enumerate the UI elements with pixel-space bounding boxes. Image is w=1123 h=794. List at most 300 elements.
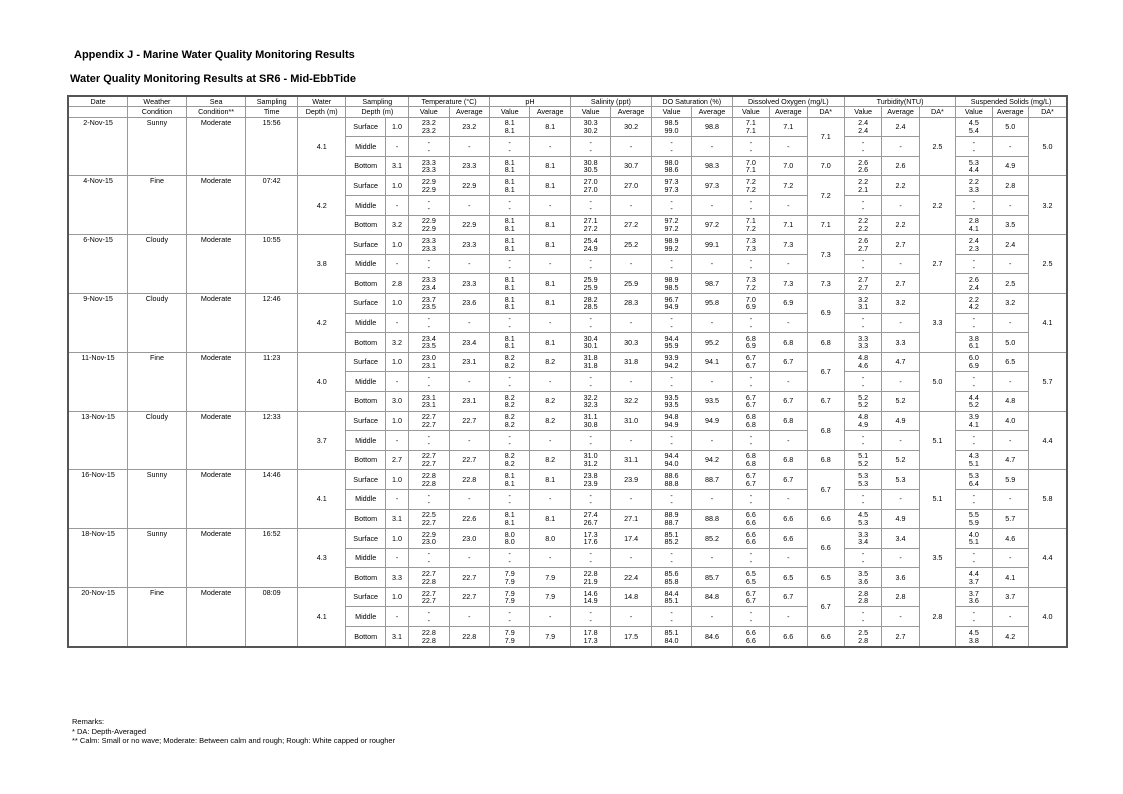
weather-cell: Sunny [128, 529, 187, 588]
value-reading: - [508, 137, 511, 147]
value-reading: - [427, 490, 431, 500]
sampling-depth-cell: - [385, 137, 408, 157]
sampling-time-cell: 08:09 [246, 587, 298, 647]
value-pair-cell [490, 489, 530, 509]
value-reading: 5.3 [858, 517, 869, 527]
salinity-average: 32.2 [611, 391, 651, 411]
value-pair-cell [844, 489, 881, 509]
value-pair-cell [732, 352, 769, 372]
salinity-average: 25.9 [611, 274, 651, 294]
salinity-average: - [611, 196, 651, 216]
turbidity-average: 2.7 [882, 627, 919, 647]
value-reading: 4.1 [968, 223, 979, 233]
turbidity-average: - [882, 313, 919, 333]
value-reading: - [749, 263, 753, 273]
value-reading: 32.3 [583, 400, 598, 410]
weather-cell: Fine [128, 352, 187, 411]
temperature-average: 22.9 [449, 176, 489, 196]
dissolved-oxygen-da: 6.8 [807, 411, 844, 450]
value-reading: 2.8 [858, 635, 869, 645]
value-reading: 22.9 [421, 223, 436, 233]
sampling-depth-cell: 1.0 [385, 117, 408, 137]
sampling-depth-cell: 3.0 [385, 391, 408, 411]
value-reading: - [861, 490, 865, 500]
value-reading: 98.5 [664, 282, 679, 292]
value-pair-cell [570, 156, 610, 176]
value-reading: 88.9 [664, 510, 679, 520]
value-reading: - [972, 431, 976, 441]
value-reading: - [589, 498, 592, 508]
do-saturation-average: - [692, 372, 732, 392]
value-pair-cell [956, 568, 992, 588]
temperature-average: 22.7 [449, 411, 489, 431]
value-reading: - [749, 145, 753, 155]
turbidity-average: - [882, 489, 919, 509]
value-pair-cell [409, 176, 449, 196]
value-reading: - [589, 549, 592, 559]
suspended-solids-da: 2.5 [1028, 235, 1067, 294]
value-reading: 6.1 [968, 341, 979, 351]
value-reading: - [861, 498, 865, 508]
salinity-average: - [611, 607, 651, 627]
turbidity-da: 3.5 [919, 529, 955, 588]
value-reading: - [508, 615, 511, 625]
value-reading: 4.6 [858, 361, 869, 371]
do-saturation-average: - [692, 196, 732, 216]
value-pair-cell [732, 627, 769, 647]
value-reading: 5.4 [968, 125, 979, 135]
header-sampling-depth: Sampling [346, 96, 409, 107]
value-pair-cell [956, 627, 992, 647]
sampling-level-cell: Bottom [346, 450, 385, 470]
suspended-solids-average: 6.5 [992, 352, 1028, 372]
value-reading: - [972, 608, 976, 618]
value-reading: - [749, 204, 753, 214]
value-reading: - [427, 549, 431, 559]
sea-condition-cell: Moderate [186, 529, 246, 588]
value-reading: - [861, 439, 865, 449]
value-pair-cell [956, 293, 992, 313]
value-reading: 2.7 [858, 282, 869, 292]
value-reading: 2.2 [858, 216, 869, 226]
value-reading: 17.3 [583, 635, 598, 645]
value-reading: 94.9 [664, 302, 679, 312]
value-reading: - [972, 615, 976, 625]
value-pair-cell [651, 137, 691, 157]
header-value: Value [732, 107, 769, 117]
value-pair-cell [732, 489, 769, 509]
value-pair-cell [570, 235, 610, 255]
value-reading: - [972, 263, 976, 273]
sampling-level-cell: Middle [346, 313, 385, 333]
value-pair-cell [651, 352, 691, 372]
value-pair-cell [651, 529, 691, 549]
do-saturation-average: - [692, 254, 732, 274]
sampling-level-cell: Middle [346, 607, 385, 627]
value-reading: 23.2 [421, 118, 436, 128]
date-cell: 20-Nov-15 [68, 587, 128, 647]
do-saturation-average: 98.3 [692, 156, 732, 176]
value-pair-cell [956, 176, 992, 196]
dissolved-oxygen-bottom-da: 7.1 [807, 215, 844, 235]
salinity-average: 30.3 [611, 333, 651, 353]
sampling-time-cell: 12:33 [246, 411, 298, 470]
ph-average: 7.9 [530, 587, 570, 607]
sampling-level-cell: Middle [346, 254, 385, 274]
value-reading: - [749, 490, 753, 500]
sampling-level-cell: Bottom [346, 156, 385, 176]
do-saturation-average: 97.2 [692, 215, 732, 235]
dissolved-oxygen-average: 7.3 [770, 235, 807, 255]
sea-condition-cell: Moderate [186, 587, 246, 647]
value-pair-cell [844, 215, 881, 235]
do-saturation-average: 98.7 [692, 274, 732, 294]
value-reading: - [861, 321, 865, 331]
value-pair-cell [570, 548, 610, 568]
header-row-1 [68, 96, 1067, 107]
value-reading: - [427, 196, 431, 206]
turbidity-average: 4.7 [882, 352, 919, 372]
value-pair-cell [844, 313, 881, 333]
ph-average: 7.9 [530, 627, 570, 647]
water-depth-cell: 4.1 [297, 587, 346, 647]
value-reading: - [427, 380, 431, 390]
ph-average: - [530, 548, 570, 568]
value-reading: 7.9 [504, 576, 515, 586]
value-pair-cell [651, 391, 691, 411]
dissolved-oxygen-da: 6.9 [807, 293, 844, 332]
header-dissolved-oxygen: Dissolved Oxygen (mg/L) [732, 96, 844, 107]
value-reading: 22.8 [421, 627, 436, 637]
dissolved-oxygen-average: 6.7 [770, 470, 807, 490]
value-pair-cell [409, 313, 449, 333]
value-reading: 3.6 [968, 596, 979, 606]
value-reading: 98.5 [664, 118, 679, 128]
sampling-depth-cell: 1.0 [385, 235, 408, 255]
sampling-depth-cell: 3.2 [385, 215, 408, 235]
header-value: Value [490, 107, 530, 117]
value-pair-cell [570, 254, 610, 274]
value-reading: 22.8 [421, 471, 436, 481]
value-pair-cell [409, 587, 449, 607]
value-reading: 5.2 [858, 459, 869, 469]
value-reading: 4.5 [968, 118, 979, 128]
value-pair-cell [570, 391, 610, 411]
temperature-average: - [449, 431, 489, 451]
value-reading: 8.2 [504, 353, 515, 363]
value-reading: 4.9 [858, 419, 869, 429]
value-reading: 8.0 [504, 529, 515, 539]
value-reading: - [670, 145, 673, 155]
sampling-level-cell: Surface [346, 529, 385, 549]
turbidity-da: 3.3 [919, 293, 955, 352]
header-value: Value [409, 107, 449, 117]
value-pair-cell [844, 254, 881, 274]
salinity-average: 23.9 [611, 470, 651, 490]
value-pair-cell [651, 333, 691, 353]
ph-average: - [530, 313, 570, 333]
ph-average: 7.9 [530, 568, 570, 588]
value-reading: - [972, 321, 976, 331]
value-reading: 8.2 [504, 412, 515, 422]
value-pair-cell [570, 450, 610, 470]
value-reading: 7.2 [745, 177, 756, 187]
value-pair-cell [732, 333, 769, 353]
value-reading: 8.1 [504, 282, 515, 292]
value-reading: - [861, 380, 865, 390]
do-saturation-average: 88.7 [692, 470, 732, 490]
weather-cell: Fine [128, 587, 187, 647]
temperature-average: 22.7 [449, 568, 489, 588]
value-reading: - [427, 615, 431, 625]
value-reading: 98.9 [664, 275, 679, 285]
value-pair-cell [844, 274, 881, 294]
value-reading: - [749, 431, 753, 441]
do-saturation-average: 94.2 [692, 450, 732, 470]
dissolved-oxygen-average: 7.2 [770, 176, 807, 196]
header-blank [68, 107, 128, 117]
turbidity-da: 2.7 [919, 235, 955, 294]
value-pair-cell [651, 293, 691, 313]
value-reading: 99.2 [664, 243, 679, 253]
value-reading: - [670, 490, 673, 500]
value-reading: - [508, 431, 511, 441]
value-reading: 21.9 [583, 576, 598, 586]
suspended-solids-da: 3.2 [1028, 176, 1067, 235]
sampling-time-cell: 10:55 [246, 235, 298, 294]
value-pair-cell [570, 568, 610, 588]
sampling-level-cell: Surface [346, 117, 385, 137]
value-reading: 7.1 [745, 125, 756, 135]
value-reading: 3.9 [968, 412, 979, 422]
value-reading: - [670, 439, 673, 449]
dissolved-oxygen-average: - [770, 137, 807, 157]
value-reading: - [589, 490, 592, 500]
sampling-level-cell: Surface [346, 587, 385, 607]
value-reading: 23.0 [421, 353, 436, 363]
suspended-solids-average: 5.9 [992, 470, 1028, 490]
ph-average: - [530, 137, 570, 157]
value-reading: 6.8 [745, 459, 756, 469]
value-reading: - [427, 373, 431, 383]
value-reading: 97.3 [664, 177, 679, 187]
value-reading: 6.7 [745, 353, 756, 363]
value-reading: 23.7 [421, 294, 436, 304]
value-reading: 27.0 [583, 184, 598, 194]
value-reading: 8.1 [504, 157, 515, 167]
turbidity-average: - [882, 196, 919, 216]
value-pair-cell [490, 568, 530, 588]
turbidity-average: - [882, 372, 919, 392]
value-pair-cell [844, 587, 881, 607]
value-reading: 6.7 [745, 588, 756, 598]
value-pair-cell [570, 509, 610, 529]
turbidity-average: - [882, 431, 919, 451]
value-pair-cell [956, 313, 992, 333]
ph-average: - [530, 372, 570, 392]
dissolved-oxygen-bottom-da: 6.5 [807, 568, 844, 588]
value-pair-cell [409, 274, 449, 294]
value-reading: 2.6 [858, 165, 869, 175]
ph-average: - [530, 607, 570, 627]
salinity-average: 25.2 [611, 235, 651, 255]
value-reading: 6.7 [745, 392, 756, 402]
value-reading: - [749, 314, 753, 324]
water-depth-cell: 4.2 [297, 176, 346, 235]
value-reading: - [670, 373, 673, 383]
value-reading: 7.2 [745, 184, 756, 194]
sampling-level-cell: Bottom [346, 627, 385, 647]
value-pair-cell [956, 352, 992, 372]
dissolved-oxygen-average: - [770, 313, 807, 333]
date-cell: 16-Nov-15 [68, 470, 128, 529]
value-reading: - [670, 549, 673, 559]
value-reading: - [670, 196, 673, 206]
turbidity-da: 5.1 [919, 411, 955, 470]
dissolved-oxygen-da: 6.7 [807, 587, 844, 626]
value-pair-cell [844, 117, 881, 137]
value-reading: 25.9 [583, 282, 598, 292]
salinity-average: - [611, 489, 651, 509]
water-depth-cell: 3.7 [297, 411, 346, 470]
value-reading: 7.0 [745, 294, 756, 304]
value-pair-cell [956, 137, 992, 157]
suspended-solids-average: 5.0 [992, 333, 1028, 353]
value-reading: - [670, 314, 673, 324]
value-reading: 8.2 [504, 451, 515, 461]
value-pair-cell [409, 607, 449, 627]
value-reading: - [427, 314, 431, 324]
value-reading: - [427, 263, 431, 273]
value-reading: 5.1 [968, 537, 979, 547]
value-reading: - [589, 145, 592, 155]
value-pair-cell [490, 196, 530, 216]
value-reading: 8.2 [504, 392, 515, 402]
value-reading: 8.1 [504, 223, 515, 233]
value-reading: 22.5 [421, 510, 436, 520]
header-sampling-depth-2: Depth (m) [346, 107, 409, 117]
value-reading: 31.0 [583, 451, 598, 461]
temperature-average: 23.6 [449, 293, 489, 313]
turbidity-average: 2.2 [882, 176, 919, 196]
value-reading: 30.5 [583, 165, 598, 175]
value-pair-cell [956, 509, 992, 529]
value-reading: 4.4 [968, 392, 979, 402]
date-cell: 6-Nov-15 [68, 235, 128, 294]
value-reading: 3.8 [968, 635, 979, 645]
header-average: Average [611, 107, 651, 117]
sampling-depth-cell: - [385, 254, 408, 274]
value-pair-cell [844, 411, 881, 431]
value-reading: - [508, 498, 511, 508]
dissolved-oxygen-average: 7.1 [770, 117, 807, 137]
value-reading: 27.0 [583, 177, 598, 187]
value-reading: 8.0 [504, 537, 515, 547]
value-reading: - [972, 439, 976, 449]
value-reading: 85.6 [664, 569, 679, 578]
temperature-average: 22.7 [449, 587, 489, 607]
suspended-solids-da: 5.7 [1028, 352, 1067, 411]
dissolved-oxygen-average: 6.6 [770, 627, 807, 647]
remarks-line-1: * DA: Depth-Averaged [72, 726, 147, 736]
temperature-average: 22.6 [449, 509, 489, 529]
value-pair-cell [409, 352, 449, 372]
value-reading: 6.6 [745, 627, 756, 637]
value-pair-cell [570, 431, 610, 451]
sampling-depth-cell: - [385, 607, 408, 627]
header-water-depth-2: Depth (m) [297, 107, 346, 117]
suspended-solids-da: 4.4 [1028, 411, 1067, 470]
temperature-average: - [449, 607, 489, 627]
do-saturation-average: - [692, 548, 732, 568]
value-reading: 7.0 [745, 157, 756, 167]
value-reading: - [670, 321, 673, 331]
sampling-depth-cell: 3.1 [385, 156, 408, 176]
value-reading: 23.4 [421, 282, 436, 292]
value-reading: 28.2 [583, 294, 598, 304]
dissolved-oxygen-da: 6.7 [807, 352, 844, 391]
value-pair-cell [570, 333, 610, 353]
value-reading: - [749, 549, 753, 559]
value-pair-cell [490, 313, 530, 333]
dissolved-oxygen-da: 7.2 [807, 176, 844, 215]
value-reading: - [427, 321, 431, 331]
value-reading: 88.7 [664, 517, 679, 527]
do-saturation-average: - [692, 431, 732, 451]
do-saturation-average: 84.8 [692, 587, 732, 607]
value-reading: - [861, 373, 865, 383]
value-reading: - [508, 263, 511, 273]
value-reading: 4.8 [858, 412, 869, 422]
value-reading: 5.2 [858, 400, 869, 410]
value-reading: 2.2 [968, 177, 979, 187]
value-reading: - [508, 196, 511, 206]
remarks [72, 717, 395, 746]
value-pair-cell [490, 372, 530, 392]
value-reading: 22.7 [421, 517, 436, 527]
value-reading: 31.2 [583, 459, 598, 469]
value-reading: - [427, 608, 431, 618]
value-pair-cell [732, 176, 769, 196]
value-reading: 93.9 [664, 353, 679, 363]
value-pair-cell [409, 235, 449, 255]
salinity-average: 30.2 [611, 117, 651, 137]
value-reading: - [427, 145, 431, 155]
value-pair-cell [570, 274, 610, 294]
value-pair-cell [732, 274, 769, 294]
value-reading: 6.6 [745, 635, 756, 645]
value-reading: 2.1 [858, 184, 869, 194]
ph-average: - [530, 254, 570, 274]
value-reading: 7.1 [745, 216, 756, 226]
value-reading: - [861, 549, 865, 559]
header-do-saturation: DO Saturation (%) [651, 96, 732, 107]
ph-average: 8.1 [530, 215, 570, 235]
sampling-level-cell: Bottom [346, 509, 385, 529]
value-reading: 6.6 [745, 529, 756, 539]
value-reading: 97.3 [664, 184, 679, 194]
ph-average: 8.2 [530, 352, 570, 372]
table-row [68, 587, 1067, 607]
suspended-solids-average: 2.5 [992, 274, 1028, 294]
value-reading: - [670, 255, 673, 265]
value-pair-cell [490, 274, 530, 294]
turbidity-average: 2.7 [882, 274, 919, 294]
value-pair-cell [844, 293, 881, 313]
value-pair-cell [409, 372, 449, 392]
dissolved-oxygen-average: 7.3 [770, 274, 807, 294]
temperature-average: 23.4 [449, 333, 489, 353]
